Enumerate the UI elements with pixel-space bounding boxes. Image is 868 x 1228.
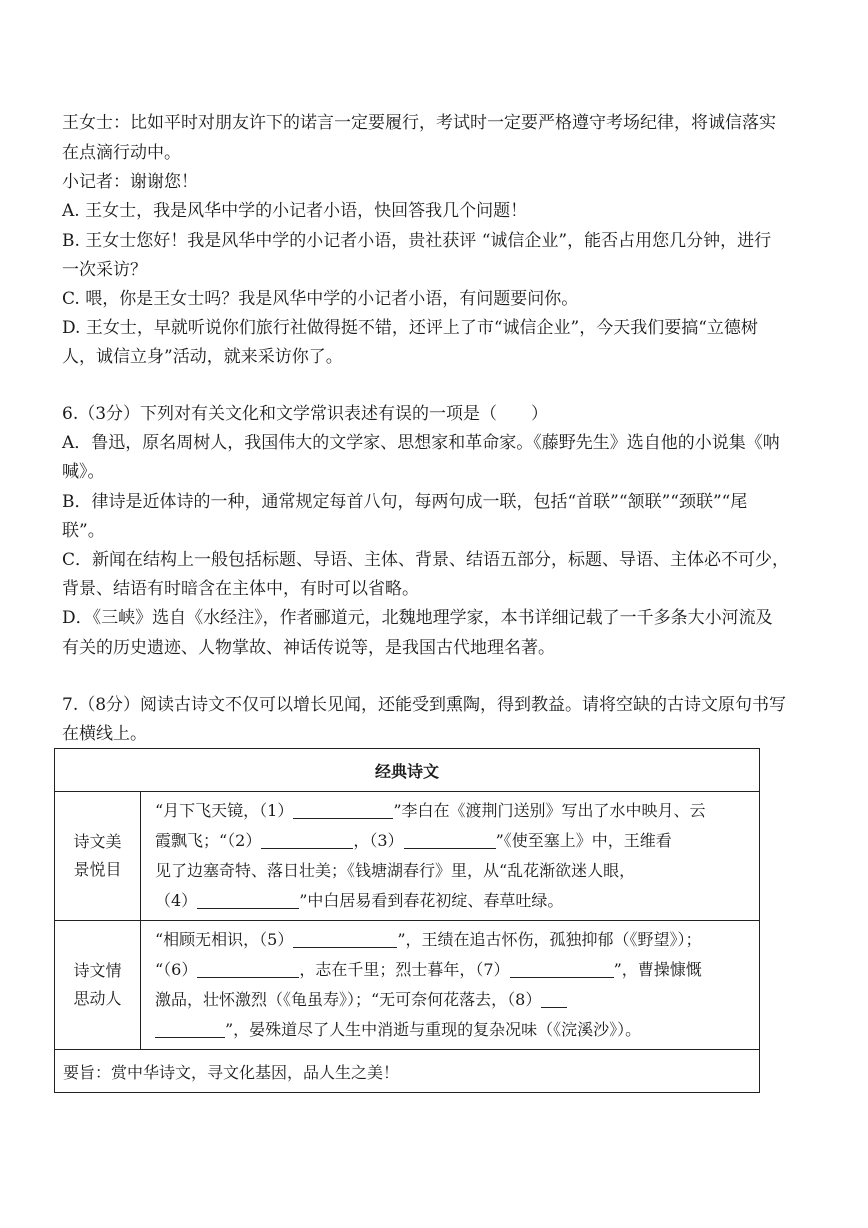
q6-option-b-cont: 联”。: [62, 521, 105, 541]
text: 霞飘飞；“（2）: [155, 831, 262, 850]
option-b: B. 王女士您好！我是风华中学的小记者小语，贵社获评 “诚信企业”，能否占用您几分钟，进行: [62, 231, 772, 251]
content-line: [155, 1015, 751, 1045]
content-line: [155, 796, 751, 826]
question-7-stem: 7.（8分）阅读古诗文不仅可以增长见闻，还能受到熏陶，得到教益。请将空缺的古诗文原句书写: [62, 695, 787, 715]
text: ”中白居易看到春花初绽、春草吐绿。: [299, 891, 564, 910]
text: ”，晏殊道尽了人生中消逝与重现的复杂况味（《浣溪沙》）。: [225, 1020, 642, 1039]
option-d-cont: 人，诚信立身”活动，就来采访你了。: [62, 347, 343, 367]
dialogue-line: 在点滴行动中。: [62, 143, 181, 163]
blank-3[interactable]: [404, 830, 496, 849]
content-line: [155, 826, 751, 856]
text: ，志在千里；烈士暮年，（7）: [299, 960, 510, 979]
category-line: 景悦目: [73, 860, 122, 879]
text: ”，曹操慷慨: [613, 960, 702, 979]
question-6-stem: 6.（3分）下列对有关文化和文学常识表述有误的一项是（ ）: [62, 404, 549, 424]
poetry-table: [54, 748, 760, 1093]
text: ，（3）: [353, 831, 404, 850]
blank-5[interactable]: [293, 929, 397, 948]
table-gist: 要旨：赏中华诗文，寻文化基因，品人生之美！: [55, 1050, 760, 1093]
content-line: [155, 985, 751, 1015]
q6-option-d-cont: 有关的历史遗迹、人物掌故、神话传说等，是我国古代地理名著。: [62, 638, 555, 658]
dialogue-line: 小记者：谢谢您！: [62, 172, 198, 192]
q6-option-c-cont: 背景、结语有时暗含在主体中，有时可以省略。: [62, 579, 419, 599]
blank-6[interactable]: [197, 959, 299, 978]
blank-1[interactable]: [293, 800, 393, 819]
text: 激品，壮怀激烈（《龟虽寿》）；“无可奈何花落去，（8）: [155, 990, 542, 1009]
emotion-content: [141, 921, 760, 1050]
option-a: A. 王女士，我是风华中学的小记者小语，快回答我几个问题！: [62, 201, 528, 221]
text: “（6）: [155, 960, 198, 979]
blank-4[interactable]: [197, 890, 299, 909]
q6-option-c: C．新闻在结构上一般包括标题、导语、主体、背景、结语五部分，标题、导语、主体必不可少，: [62, 550, 790, 570]
scenery-content: [141, 792, 760, 921]
text: ”《使至塞上》中，王维看: [495, 831, 672, 850]
table-title: 经典诗文: [55, 749, 760, 792]
q6-option-a-cont: 喊》。: [62, 462, 105, 482]
text: ”，王绩在追古怀伤，孤独抑郁（《野望》）；: [397, 930, 702, 949]
content-line: 见了边塞奇特、落日壮美；《钱塘湖春行》里，从“乱花渐欲迷人眼，: [155, 861, 636, 880]
text: “月下飞天镜，（1）: [155, 801, 294, 820]
text: ”李白在《渡荆门送别》写出了水中映月、云: [393, 801, 706, 820]
q6-option-b: B．律诗是近体诗的一种，通常规定每首八句，每两句成一联，包括“首联”“颔联”“颈联”“尾: [62, 492, 748, 512]
blank-7[interactable]: [510, 959, 614, 978]
blank-8[interactable]: [155, 1019, 225, 1038]
option-b-cont: 一次采访？: [62, 260, 147, 280]
category-line: 思动人: [73, 989, 122, 1008]
question-7-stem-cont: 在横线上。: [62, 724, 147, 744]
content-line: [155, 925, 751, 955]
option-d: D. 王女士，早就听说你们旅行社做得挺不错，还评上了市“诚信企业”，今天我们要搞“立德树: [62, 318, 758, 338]
category-line: 诗文美: [73, 832, 122, 851]
content-line: [155, 886, 751, 916]
q6-option-d: D．《三峡》选自《水经注》，作者郦道元，北魏地理学家，本书详细记载了一千多条大小河流及: [62, 608, 773, 628]
q6-option-a: A．鲁迅，原名周树人，我国伟大的文学家、思想家和革命家。《藤野先生》选自他的小说集《呐: [62, 433, 780, 453]
content-line: [155, 955, 751, 985]
text: （4）: [155, 891, 198, 910]
option-c: C. 喂，你是王女士吗？我是风华中学的小记者小语，有问题要问你。: [62, 289, 579, 309]
blank-2[interactable]: [261, 830, 353, 849]
text: “相顾无相识，（5）: [155, 930, 294, 949]
dialogue-line: 王女士：比如平时对朋友许下的诺言一定要履行，考试时一定要严格遵守考场纪律，将诚信落实: [62, 113, 776, 133]
blank-8-start[interactable]: [541, 989, 567, 1008]
category-emotion: [55, 921, 141, 1050]
category-line: 诗文情: [73, 961, 122, 980]
category-scenery: [55, 792, 141, 921]
